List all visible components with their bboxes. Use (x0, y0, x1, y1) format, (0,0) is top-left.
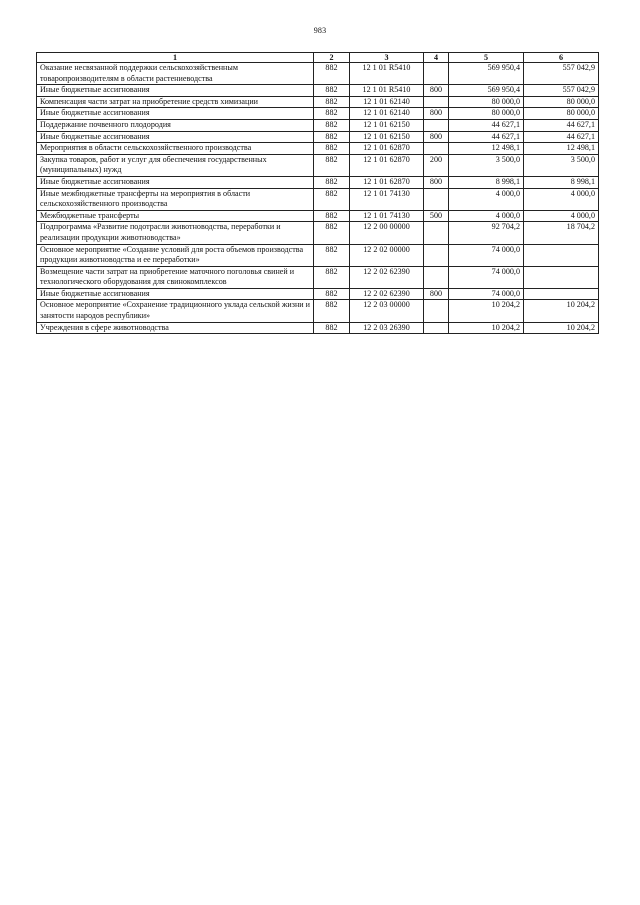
row-sum-2: 44 627,1 (524, 131, 599, 143)
row-csr: 12 1 01 R5410 (350, 85, 424, 97)
row-csr: 12 2 03 00000 (350, 300, 424, 322)
row-name: Иные межбюджетные трансферты на мероприятия в области сельскохозяйственного производства (37, 188, 314, 210)
row-csr: 12 1 01 62870 (350, 143, 424, 155)
row-sum-2: 44 627,1 (524, 119, 599, 131)
row-sum-1: 3 500,0 (449, 154, 524, 176)
row-sum-2 (524, 244, 599, 266)
row-sum-1: 569 950,4 (449, 85, 524, 97)
row-name: Возмещение части затрат на приобретение маточного поголовья свиней и технологического оборудования для свинокомплексов (37, 266, 314, 288)
row-code: 882 (314, 131, 350, 143)
table-row (37, 300, 599, 322)
row-code: 882 (314, 108, 350, 120)
row-sum-2: 4 000,0 (524, 210, 599, 222)
row-sum-2: 8 998,1 (524, 176, 599, 188)
table-row (37, 176, 599, 188)
row-sum-2: 10 204,2 (524, 322, 599, 334)
row-sum-1: 74 000,0 (449, 266, 524, 288)
row-code: 882 (314, 322, 350, 334)
row-vr (424, 300, 449, 322)
row-name: Мероприятия в области сельскохозяйственного производства (37, 143, 314, 155)
row-sum-1: 92 704,2 (449, 222, 524, 244)
row-csr: 12 2 00 00000 (350, 222, 424, 244)
row-code: 882 (314, 266, 350, 288)
row-vr (424, 266, 449, 288)
row-sum-1: 74 000,0 (449, 244, 524, 266)
row-csr: 12 1 01 74130 (350, 210, 424, 222)
row-sum-1: 80 000,0 (449, 96, 524, 108)
row-vr (424, 96, 449, 108)
row-name: Иные бюджетные ассигнования (37, 108, 314, 120)
row-csr: 12 1 01 62140 (350, 108, 424, 120)
row-csr: 12 1 01 62870 (350, 176, 424, 188)
header-col-2: 2 (314, 53, 350, 63)
row-csr: 12 1 01 62140 (350, 96, 424, 108)
row-vr (424, 322, 449, 334)
row-vr (424, 119, 449, 131)
row-vr (424, 244, 449, 266)
row-vr: 800 (424, 108, 449, 120)
row-csr: 12 1 01 74130 (350, 188, 424, 210)
row-sum-1: 12 498,1 (449, 143, 524, 155)
row-sum-1: 44 627,1 (449, 131, 524, 143)
row-name: Межбюджетные трансферты (37, 210, 314, 222)
row-code: 882 (314, 143, 350, 155)
row-code: 882 (314, 288, 350, 300)
row-sum-2 (524, 266, 599, 288)
table-row (37, 154, 599, 176)
header-col-1: 1 (37, 53, 314, 63)
row-csr: 12 1 01 R5410 (350, 63, 424, 85)
table-row (37, 108, 599, 120)
row-sum-1: 10 204,2 (449, 322, 524, 334)
row-name: Иные бюджетные ассигнования (37, 85, 314, 97)
row-sum-1: 10 204,2 (449, 300, 524, 322)
row-sum-1: 74 000,0 (449, 288, 524, 300)
header-col-3: 3 (350, 53, 424, 63)
row-csr: 12 1 01 62150 (350, 131, 424, 143)
row-sum-2: 557 042,9 (524, 85, 599, 97)
row-code: 882 (314, 300, 350, 322)
row-code: 882 (314, 222, 350, 244)
row-sum-1: 80 000,0 (449, 108, 524, 120)
row-code: 882 (314, 188, 350, 210)
row-sum-1: 44 627,1 (449, 119, 524, 131)
table-row (37, 188, 599, 210)
table-body (37, 63, 599, 334)
row-sum-2: 18 704,2 (524, 222, 599, 244)
row-vr: 800 (424, 288, 449, 300)
row-name: Компенсация части затрат на приобретение средств химизации (37, 96, 314, 108)
row-csr: 12 2 02 62390 (350, 288, 424, 300)
table-row (37, 96, 599, 108)
row-sum-2 (524, 288, 599, 300)
header-col-6: 6 (524, 53, 599, 63)
row-name: Иные бюджетные ассигнования (37, 288, 314, 300)
table-header (37, 53, 599, 63)
row-sum-2: 80 000,0 (524, 96, 599, 108)
row-code: 882 (314, 210, 350, 222)
row-sum-2: 10 204,2 (524, 300, 599, 322)
row-code: 882 (314, 154, 350, 176)
header-row (37, 53, 599, 63)
row-vr (424, 63, 449, 85)
row-csr: 12 2 02 62390 (350, 266, 424, 288)
row-vr (424, 143, 449, 155)
budget-table (36, 52, 599, 334)
row-sum-1: 4 000,0 (449, 210, 524, 222)
table-row (37, 119, 599, 131)
table-row (37, 131, 599, 143)
row-name: Основное мероприятие «Создание условий для роста объемов производства продукции животноводства и ее переработки» (37, 244, 314, 266)
row-sum-1: 4 000,0 (449, 188, 524, 210)
row-sum-1: 569 950,4 (449, 63, 524, 85)
table-row (37, 210, 599, 222)
table-row (37, 222, 599, 244)
table-row (37, 63, 599, 85)
table-row (37, 244, 599, 266)
row-csr: 12 1 01 62870 (350, 154, 424, 176)
table-row (37, 322, 599, 334)
row-csr: 12 2 03 26390 (350, 322, 424, 334)
row-vr: 800 (424, 131, 449, 143)
row-sum-2: 557 042,9 (524, 63, 599, 85)
header-col-5: 5 (449, 53, 524, 63)
row-sum-2: 80 000,0 (524, 108, 599, 120)
row-name: Основное мероприятие «Сохранение традиционного уклада сельской жизни и занятости народов республики» (37, 300, 314, 322)
row-csr: 12 1 01 62150 (350, 119, 424, 131)
row-csr: 12 2 02 00000 (350, 244, 424, 266)
row-vr: 800 (424, 176, 449, 188)
row-vr (424, 222, 449, 244)
row-vr: 800 (424, 85, 449, 97)
row-code: 882 (314, 85, 350, 97)
row-code: 882 (314, 119, 350, 131)
table-row (37, 143, 599, 155)
row-vr (424, 188, 449, 210)
row-code: 882 (314, 96, 350, 108)
table-row (37, 266, 599, 288)
row-name: Поддержание почвенного плодородия (37, 119, 314, 131)
row-name: Закупка товаров, работ и услуг для обеспечения государственных (муниципальных) нужд (37, 154, 314, 176)
row-sum-1: 8 998,1 (449, 176, 524, 188)
table-row (37, 85, 599, 97)
row-name: Оказание несвязанной поддержки сельскохозяйственным товаропроизводителям в области растениеводства (37, 63, 314, 85)
page-number: 983 (313, 26, 327, 35)
row-code: 882 (314, 63, 350, 85)
row-vr: 500 (424, 210, 449, 222)
row-name: Учреждения в сфере животноводства (37, 322, 314, 334)
row-code: 882 (314, 176, 350, 188)
row-vr: 200 (424, 154, 449, 176)
row-name: Иные бюджетные ассигнования (37, 131, 314, 143)
row-name: Иные бюджетные ассигнования (37, 176, 314, 188)
header-col-4: 4 (424, 53, 449, 63)
row-name: Подпрограмма «Развитие подотрасли животноводства, переработки и реализации продукции животноводства» (37, 222, 314, 244)
row-sum-2: 3 500,0 (524, 154, 599, 176)
row-code: 882 (314, 244, 350, 266)
row-sum-2: 4 000,0 (524, 188, 599, 210)
table-row (37, 288, 599, 300)
row-sum-2: 12 498,1 (524, 143, 599, 155)
